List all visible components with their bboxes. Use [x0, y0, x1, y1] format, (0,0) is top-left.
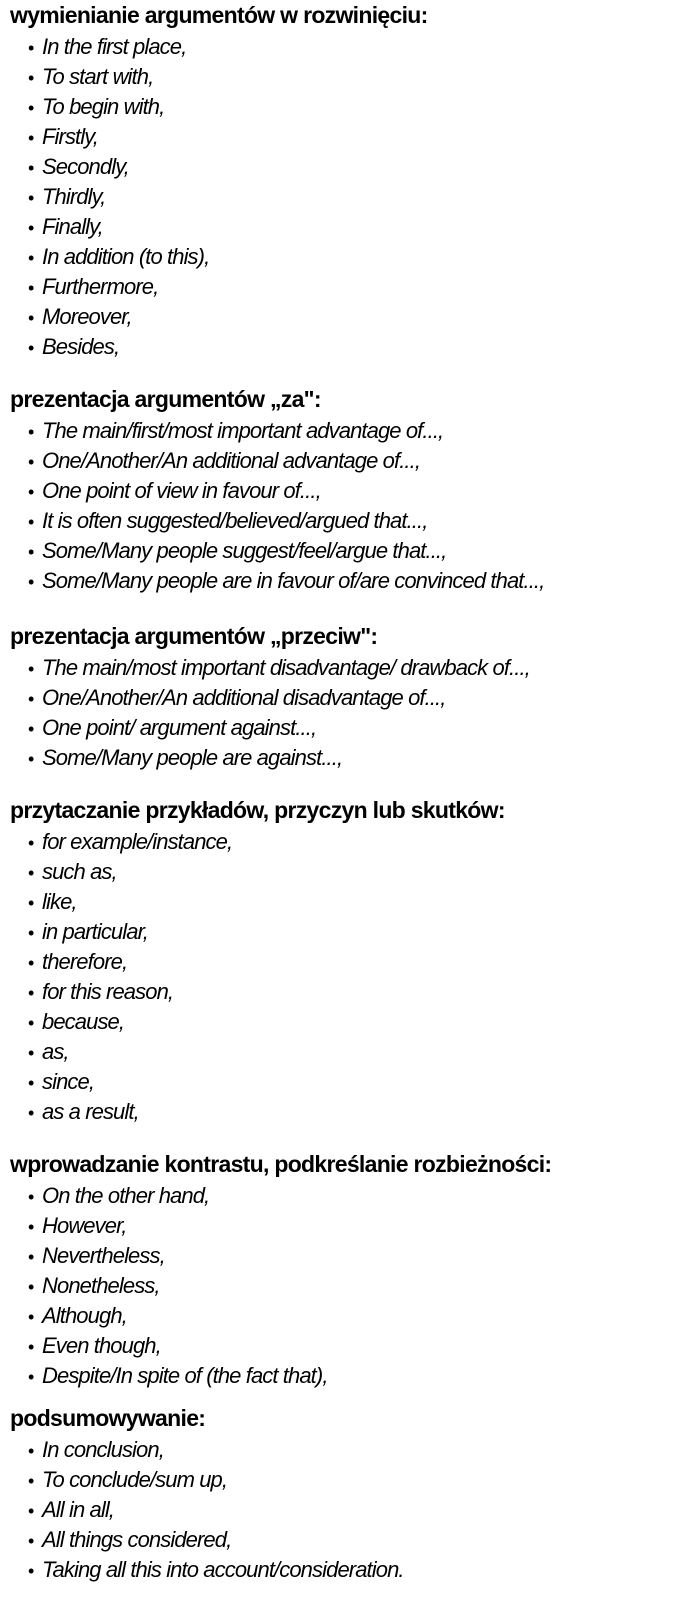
bullet-icon: • — [28, 1441, 34, 1461]
list-item — [28, 977, 699, 1007]
bullet-icon: • — [28, 1561, 34, 1581]
list-item — [28, 1271, 699, 1301]
list-item — [28, 653, 699, 683]
section-arguments-for — [0, 386, 699, 596]
bullet-icon: • — [28, 1531, 34, 1551]
list-item — [28, 506, 699, 536]
phrase-list — [0, 653, 699, 773]
bullet-icon: • — [28, 278, 34, 298]
phrase-text: since, — [42, 1069, 95, 1094]
phrase-text: The main/first/most important advantage of..., — [42, 418, 444, 443]
phrase-text: All things considered, — [42, 1527, 232, 1552]
list-item — [28, 1361, 699, 1391]
section-heading: wprowadzanie kontrastu, podkreślanie rozbieżności: — [10, 1151, 552, 1177]
list-item — [28, 242, 699, 272]
phrase-text: such as, — [42, 859, 117, 884]
phrase-text: as, — [42, 1039, 69, 1064]
list-item — [28, 476, 699, 506]
list-item — [28, 683, 699, 713]
phrase-text: One/Another/An additional disadvantage of..., — [42, 685, 446, 710]
list-item — [28, 1465, 699, 1495]
bullet-icon: • — [28, 452, 34, 472]
phrase-text: Even though, — [42, 1333, 161, 1358]
list-item — [28, 1241, 699, 1271]
phrase-text: All in all, — [42, 1497, 115, 1522]
list-item — [28, 713, 699, 743]
phrase-text: Nonetheless, — [42, 1273, 160, 1298]
section-heading: wymienianie argumentów w rozwinięciu: — [10, 2, 428, 28]
section-listing-arguments — [0, 2, 699, 362]
list-item — [28, 152, 699, 182]
bullet-icon: • — [28, 338, 34, 358]
section-arguments-against — [0, 623, 699, 773]
bullet-icon: • — [28, 68, 34, 88]
phrase-text: Secondly, — [42, 154, 129, 179]
list-item — [28, 32, 699, 62]
phrase-text: One point of view in favour of..., — [42, 478, 321, 503]
phrase-list — [0, 827, 699, 1127]
list-item — [28, 1435, 699, 1465]
phrase-text: One point/ argument against..., — [42, 715, 317, 740]
bullet-icon: • — [28, 1307, 34, 1327]
phrase-text: To begin with, — [42, 94, 165, 119]
list-item — [28, 857, 699, 887]
bullet-icon: • — [28, 98, 34, 118]
bullet-icon: • — [28, 188, 34, 208]
list-item — [28, 1097, 699, 1127]
list-item — [28, 332, 699, 362]
section-examples-causes-effects — [0, 797, 699, 1127]
section-heading: prezentacja argumentów „przeciw": — [10, 623, 378, 649]
list-item — [28, 272, 699, 302]
list-item — [28, 1301, 699, 1331]
bullet-icon: • — [28, 893, 34, 913]
list-item — [28, 827, 699, 857]
phrase-text: Taking all this into account/consideration. — [42, 1557, 404, 1582]
phrase-text: Finally, — [42, 214, 103, 239]
list-item — [28, 212, 699, 242]
list-item — [28, 743, 699, 773]
phrase-text: The main/most important disadvantage/ drawback of..., — [42, 655, 530, 680]
bullet-icon: • — [28, 1013, 34, 1033]
list-item — [28, 1211, 699, 1241]
bullet-icon: • — [28, 983, 34, 1003]
list-item — [28, 1525, 699, 1555]
phrase-text: Firstly, — [42, 124, 98, 149]
list-item — [28, 917, 699, 947]
section-contrast — [0, 1151, 699, 1391]
phrase-text: In addition (to this), — [42, 244, 210, 269]
bullet-icon: • — [28, 1471, 34, 1491]
section-heading: przytaczanie przykładów, przyczyn lub skutków: — [10, 797, 505, 823]
phrase-text: like, — [42, 889, 77, 914]
list-item — [28, 1037, 699, 1067]
phrase-text: To conclude/sum up, — [42, 1467, 228, 1492]
phrase-text: Although, — [42, 1303, 127, 1328]
phrase-text: as a result, — [42, 1099, 139, 1124]
bullet-icon: • — [28, 749, 34, 769]
bullet-icon: • — [28, 512, 34, 532]
list-item — [28, 416, 699, 446]
phrase-text: Besides, — [42, 334, 120, 359]
phrase-text: Moreover, — [42, 304, 132, 329]
bullet-icon: • — [28, 953, 34, 973]
list-item — [28, 62, 699, 92]
bullet-icon: • — [28, 863, 34, 883]
list-item — [28, 1067, 699, 1097]
phrase-text: To start with, — [42, 64, 154, 89]
phrase-text: However, — [42, 1213, 127, 1238]
phrase-list — [0, 416, 699, 596]
list-item — [28, 1555, 699, 1585]
phrase-text: in particular, — [42, 919, 149, 944]
list-item — [28, 302, 699, 332]
phrase-text: for this reason, — [42, 979, 174, 1004]
phrase-text: therefore, — [42, 949, 128, 974]
list-item — [28, 536, 699, 566]
phrase-text: It is often suggested/believed/argued that..., — [42, 508, 428, 533]
list-item — [28, 1495, 699, 1525]
phrase-list — [0, 32, 699, 362]
phrase-text: Some/Many people are against..., — [42, 745, 343, 770]
bullet-icon: • — [28, 923, 34, 943]
bullet-icon: • — [28, 422, 34, 442]
list-item — [28, 1007, 699, 1037]
bullet-icon: • — [28, 128, 34, 148]
bullet-icon: • — [28, 248, 34, 268]
phrase-text: One/Another/An additional advantage of..., — [42, 448, 421, 473]
list-item — [28, 446, 699, 476]
phrase-text: In conclusion, — [42, 1437, 164, 1462]
bullet-icon: • — [28, 1501, 34, 1521]
phrase-list — [0, 1181, 699, 1391]
bullet-icon: • — [28, 659, 34, 679]
bullet-icon: • — [28, 1073, 34, 1093]
phrase-text: Thirdly, — [42, 184, 106, 209]
bullet-icon: • — [28, 158, 34, 178]
phrase-text: Some/Many people are in favour of/are convinced that..., — [42, 568, 545, 593]
list-item — [28, 122, 699, 152]
phrase-text: because, — [42, 1009, 125, 1034]
section-summary — [0, 1405, 699, 1585]
list-item — [28, 1331, 699, 1361]
bullet-icon: • — [28, 1217, 34, 1237]
list-item — [28, 1181, 699, 1211]
bullet-icon: • — [28, 1103, 34, 1123]
phrase-text: Some/Many people suggest/feel/argue that..., — [42, 538, 447, 563]
phrase-text: Nevertheless, — [42, 1243, 165, 1268]
bullet-icon: • — [28, 38, 34, 58]
bullet-icon: • — [28, 1337, 34, 1357]
phrase-text: for example/instance, — [42, 829, 233, 854]
bullet-icon: • — [28, 833, 34, 853]
bullet-icon: • — [28, 1277, 34, 1297]
section-heading: podsumowywanie: — [10, 1405, 206, 1431]
phrase-text: In the first place, — [42, 34, 187, 59]
list-item — [28, 566, 699, 596]
bullet-icon: • — [28, 308, 34, 328]
section-heading: prezentacja argumentów „za": — [10, 386, 321, 412]
list-item — [28, 92, 699, 122]
bullet-icon: • — [28, 1247, 34, 1267]
bullet-icon: • — [28, 1187, 34, 1207]
bullet-icon: • — [28, 542, 34, 562]
phrase-list — [0, 1435, 699, 1585]
phrase-text: Despite/In spite of (the fact that), — [42, 1363, 328, 1388]
bullet-icon: • — [28, 482, 34, 502]
list-item — [28, 182, 699, 212]
phrase-text: On the other hand, — [42, 1183, 210, 1208]
bullet-icon: • — [28, 1367, 34, 1387]
bullet-icon: • — [28, 719, 34, 739]
bullet-icon: • — [28, 689, 34, 709]
bullet-icon: • — [28, 572, 34, 592]
list-item — [28, 947, 699, 977]
bullet-icon: • — [28, 218, 34, 238]
phrase-text: Furthermore, — [42, 274, 159, 299]
bullet-icon: • — [28, 1043, 34, 1063]
list-item — [28, 887, 699, 917]
